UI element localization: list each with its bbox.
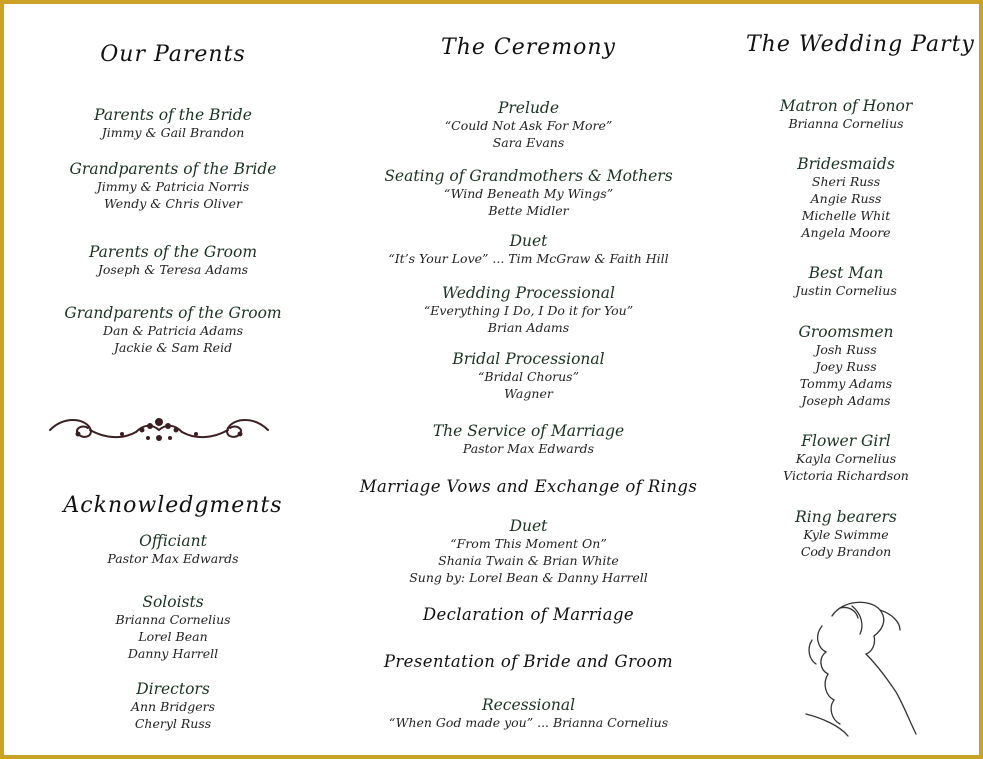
group-title: Ring bearers [795, 508, 897, 526]
seating [356, 168, 701, 219]
ceremony-item-line: “Bridal Chorus” [478, 369, 579, 384]
acknowledgments-heading: Acknowledgments [63, 493, 283, 518]
group-name: Joey Russ [815, 359, 877, 374]
ceremony-item-line: “Wind Beneath My Wings” [443, 186, 614, 201]
ceremony-item-line: “From This Moment On” [450, 536, 607, 551]
ceremony-item-line: Sung by: Lorel Bean & Danny Harrell [409, 570, 648, 585]
group-name: Josh Russ [815, 342, 877, 357]
group-name: Jimmy & Patricia Norris [96, 179, 250, 194]
group-title: Flower Girl [801, 432, 891, 450]
group-title: Soloists [142, 593, 204, 611]
groomsmen [746, 324, 946, 409]
ceremony-heading: The Ceremony [441, 35, 616, 60]
duet-1 [356, 233, 701, 267]
group-title: Best Man [808, 264, 884, 282]
directors [42, 681, 304, 732]
group-name: Kayla Cornelius [795, 451, 897, 466]
parents-of-groom [42, 244, 304, 278]
prelude [356, 100, 701, 151]
group-name: Michelle Whit [801, 208, 891, 223]
flourish-ornament-icon [44, 412, 274, 448]
group-name: Wendy & Chris Oliver [103, 196, 243, 211]
service-of-marriage [356, 423, 701, 457]
recessional [356, 697, 701, 731]
ceremony-item-line: “Could Not Ask For More” [444, 118, 613, 133]
grandparents-of-bride [42, 161, 304, 212]
ceremony-item-title: Duet [509, 232, 548, 250]
group-name: Angie Russ [810, 191, 882, 206]
ring-bearers [746, 509, 946, 560]
wedding-party-heading: The Wedding Party [746, 32, 975, 57]
declaration-of-marriage [356, 606, 701, 623]
group-title: Directors [136, 680, 210, 698]
ceremony-item-title: Declaration of Marriage [422, 605, 635, 624]
group-name: Pastor Max Edwards [107, 551, 239, 566]
ceremony-item-title: Wedding Processional [442, 284, 615, 302]
group-name: Joseph & Teresa Adams [97, 262, 249, 277]
ceremony-item-title: Marriage Vows and Exchange of Rings [359, 477, 698, 496]
bridal-processional [356, 351, 701, 402]
group-title: Bridesmaids [797, 155, 895, 173]
vows-and-rings [356, 478, 701, 495]
soloists [42, 594, 304, 662]
presentation [356, 653, 701, 670]
ceremony-item-title: Presentation of Bride and Groom [383, 652, 674, 671]
ceremony-item-line: Wagner [504, 386, 553, 401]
ceremony-item-title: Duet [509, 517, 548, 535]
our-parents-heading: Our Parents [100, 42, 246, 67]
group-name: Cody Brandon [800, 544, 892, 559]
middle-column [356, 4, 701, 755]
ceremony-item-title: Seating of Grandmothers & Mothers [384, 167, 673, 185]
group-name: Sheri Russ [811, 174, 881, 189]
grandparents-of-groom [42, 305, 304, 356]
ceremony-item-title: Bridal Processional [452, 350, 605, 368]
flower-girl [746, 433, 946, 484]
group-title: Grandparents of the Groom [64, 304, 282, 322]
left-column [42, 4, 304, 755]
group-name: Angela Moore [801, 225, 891, 240]
group-name: Lorel Bean [138, 629, 208, 644]
group-name: Joseph Adams [801, 393, 891, 408]
ceremony-item-line: Brian Adams [487, 320, 570, 335]
ceremony-item-line: Pastor Max Edwards [462, 441, 595, 456]
ceremony-item-line: “Everything I Do, I Do it for You” [423, 303, 634, 318]
ceremony-item-line: “When God made you” ... Brianna Cornelius [388, 715, 669, 730]
group-title: Parents of the Bride [94, 106, 252, 124]
group-title: Matron of Honor [779, 97, 913, 115]
group-title: Groomsmen [798, 323, 894, 341]
group-title: Parents of the Groom [88, 243, 258, 261]
group-name: Victoria Richardson [783, 468, 909, 483]
wedding-processional [356, 285, 701, 336]
group-name: Brianna Cornelius [115, 612, 231, 627]
group-name: Jackie & Sam Reid [113, 340, 233, 355]
ceremony-item-line: Bette Midler [488, 203, 569, 218]
best-man [746, 265, 946, 299]
bride-silhouette-icon [792, 596, 932, 741]
matron-of-honor [746, 98, 946, 132]
group-title: Officiant [139, 532, 207, 550]
ceremony-item-title: Prelude [497, 99, 560, 117]
group-name: Danny Harrell [127, 646, 219, 661]
group-name: Tommy Adams [799, 376, 893, 391]
group-name: Ann Bridgers [130, 699, 216, 714]
ceremony-item-line: “It’s Your Love” ... Tim McGraw & Faith Hill [388, 251, 669, 266]
group-name: Brianna Cornelius [788, 116, 904, 131]
parents-of-bride [42, 107, 304, 141]
group-name: Dan & Patricia Adams [102, 323, 244, 338]
ceremony-item-line: Sara Evans [492, 135, 565, 150]
group-name: Kyle Swimme [803, 527, 889, 542]
ceremony-item-line: Shania Twain & Brian White [438, 553, 619, 568]
ceremony-item-title: The Service of Marriage [432, 422, 625, 440]
group-title: Grandparents of the Bride [69, 160, 277, 178]
officiant [42, 533, 304, 567]
ceremony-item-title: Recessional [481, 696, 576, 714]
duet-2 [356, 518, 701, 586]
group-name: Justin Cornelius [795, 283, 897, 298]
group-name: Jimmy & Gail Brandon [101, 125, 245, 140]
group-name: Cheryl Russ [134, 716, 212, 731]
bridesmaids [746, 156, 946, 241]
